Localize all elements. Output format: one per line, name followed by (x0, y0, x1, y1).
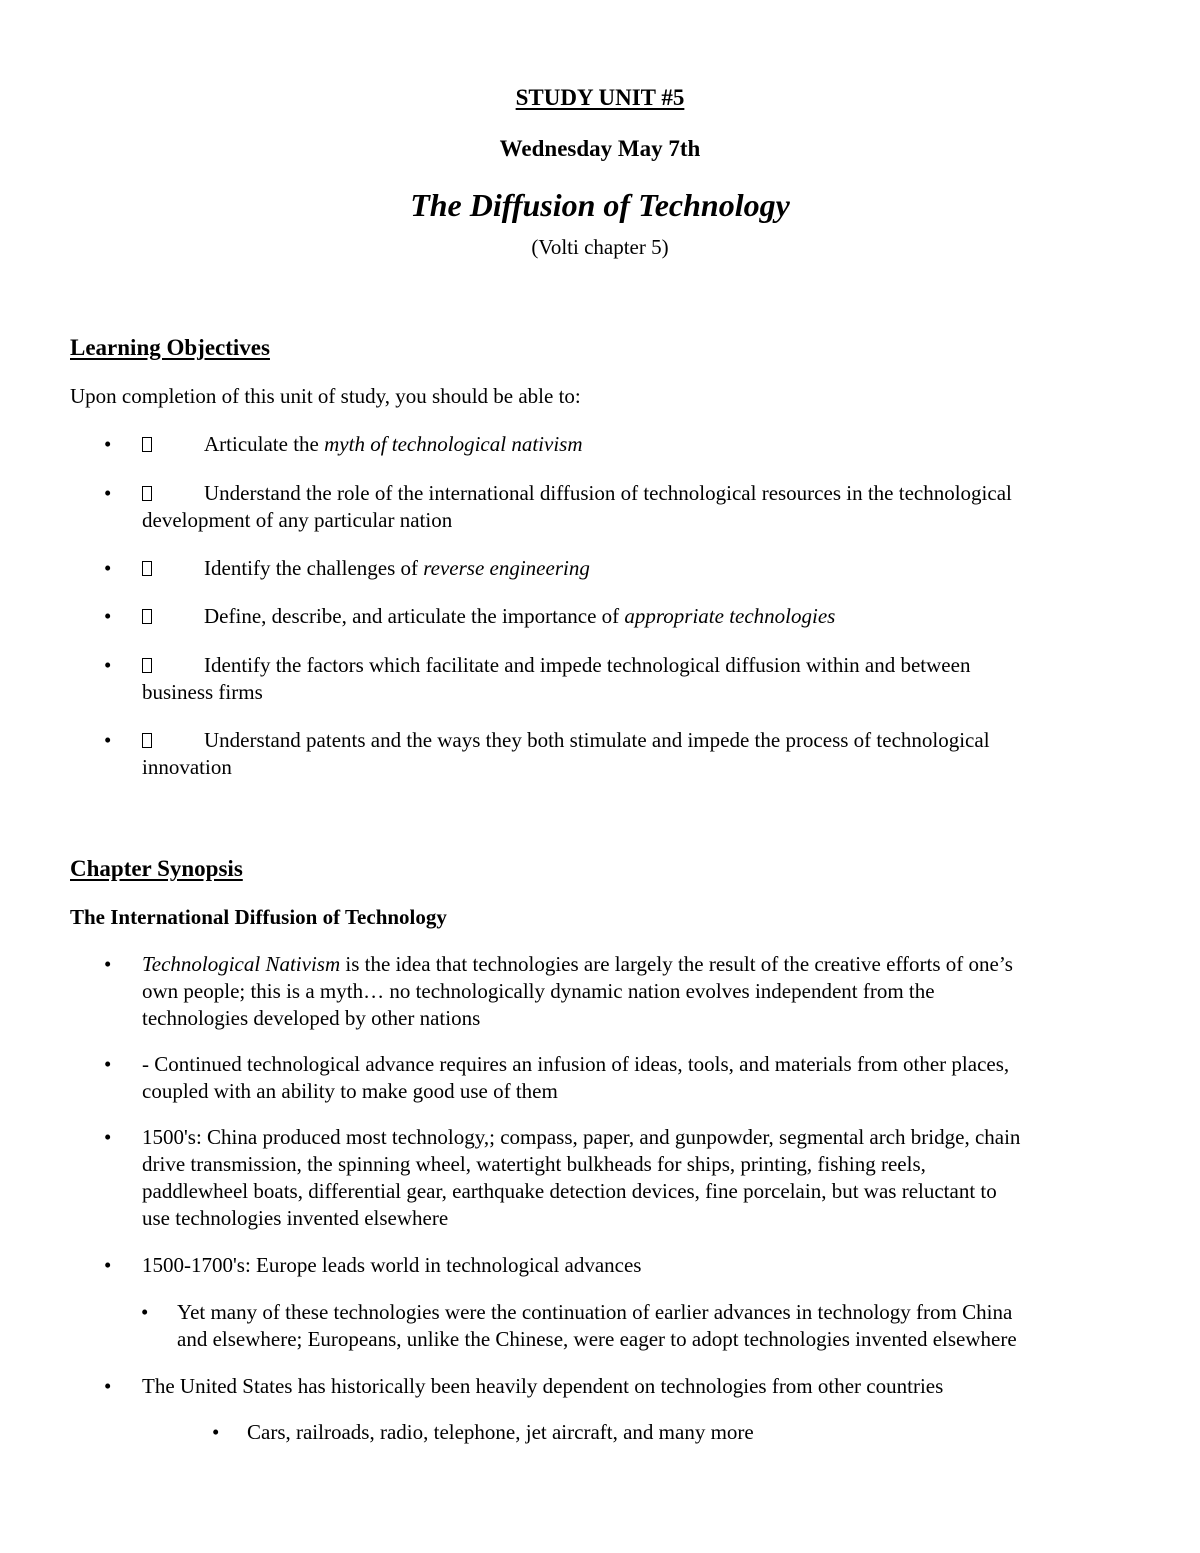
objective-text: Articulate the (204, 432, 325, 456)
objective-text-line2: development of any particular nation (142, 508, 453, 532)
bullet-icon: • (212, 1420, 220, 1444)
synopsis-text-line2: coupled with an ability to make good use of them (142, 1079, 558, 1103)
synopsis-text-line2: and elsewhere; Europeans, unlike the Chinese, were eager to adopt technologies invented elsewhere (177, 1327, 1017, 1351)
objective-text-line2: business firms (142, 680, 263, 704)
bullet-icon: • (104, 556, 112, 580)
learning-objectives-intro: Upon completion of this unit of study, you should be able to: (70, 384, 581, 408)
missing-glyph-icon (142, 437, 152, 452)
missing-glyph-icon (142, 561, 152, 576)
bullet-icon: • (104, 481, 112, 505)
synopsis-text-line4: use technologies invented elsewhere (142, 1206, 449, 1230)
objective-emphasis: appropriate technologies (624, 604, 836, 628)
objective-text: Identify the factors which facilitate and impede technological diffusion within and between (204, 653, 971, 677)
missing-glyph-icon (142, 658, 152, 673)
chapter-synopsis-heading: Chapter Synopsis (70, 856, 243, 881)
objective-text: Identify the challenges of (204, 556, 424, 580)
synopsis-text: The United States has historically been heavily dependent on technologies from other countries (142, 1374, 944, 1398)
objective-text: Understand patents and the ways they both stimulate and impede the process of technological (204, 728, 990, 752)
synopsis-text-line3: paddlewheel boats, differential gear, earthquake detection devices, fine porcelain, but was reluctant to (142, 1179, 997, 1203)
synopsis-text: - Continued technological advance requires an infusion of ideas, tools, and materials from other places, (142, 1052, 1010, 1076)
bullet-icon: • (104, 1253, 112, 1277)
bullet-icon: • (141, 1300, 149, 1324)
synopsis-text-line2: drive transmission, the spinning wheel, watertight bulkheads for ships, printing, fishing reels, (142, 1152, 926, 1176)
date-line: Wednesday May 7th (499, 136, 701, 161)
synopsis-text-line2: own people; this is a myth… no technologically dynamic nation evolves independent from the (142, 979, 935, 1003)
objective-text: Define, describe, and articulate the importance of (204, 604, 625, 628)
synopsis-emphasis: Technological Nativism (142, 952, 341, 976)
synopsis-subheading: The International Diffusion of Technology (70, 905, 447, 929)
bullet-icon: • (104, 1052, 112, 1076)
objective-emphasis: myth of technological nativism (324, 432, 583, 456)
synopsis-text: Yet many of these technologies were the continuation of earlier advances in technology from China (177, 1300, 1013, 1324)
objective-text-line2: innovation (142, 755, 232, 779)
synopsis-text-line3: technologies developed by other nations (142, 1006, 481, 1030)
unit-title: STUDY UNIT #5 (515, 85, 685, 110)
objective-text: Understand the role of the international diffusion of technological resources in the technological (204, 481, 1012, 505)
page-subtitle: (Volti chapter 5) (531, 235, 669, 259)
missing-glyph-icon (142, 609, 152, 624)
bullet-icon: • (104, 1374, 112, 1398)
synopsis-text: is the idea that technologies are largely the result of the creative efforts of one’s (340, 952, 1013, 976)
missing-glyph-icon (142, 486, 152, 501)
page-title: The Diffusion of Technology (410, 187, 790, 223)
learning-objectives-heading: Learning Objectives (70, 335, 270, 360)
bullet-icon: • (104, 952, 112, 976)
bullet-icon: • (104, 432, 112, 456)
bullet-icon: • (104, 1125, 112, 1149)
synopsis-text: Cars, railroads, radio, telephone, jet aircraft, and many more (247, 1420, 754, 1444)
bullet-icon: • (104, 653, 112, 677)
bullet-icon: • (104, 728, 112, 752)
synopsis-text: 1500-1700's: Europe leads world in technological advances (142, 1253, 642, 1277)
missing-glyph-icon (142, 733, 152, 748)
bullet-icon: • (104, 604, 112, 628)
objective-emphasis: reverse engineering (423, 556, 590, 580)
synopsis-text: 1500's: China produced most technology,; compass, paper, and gunpowder, segmental arch bridge, chain (142, 1125, 1021, 1149)
